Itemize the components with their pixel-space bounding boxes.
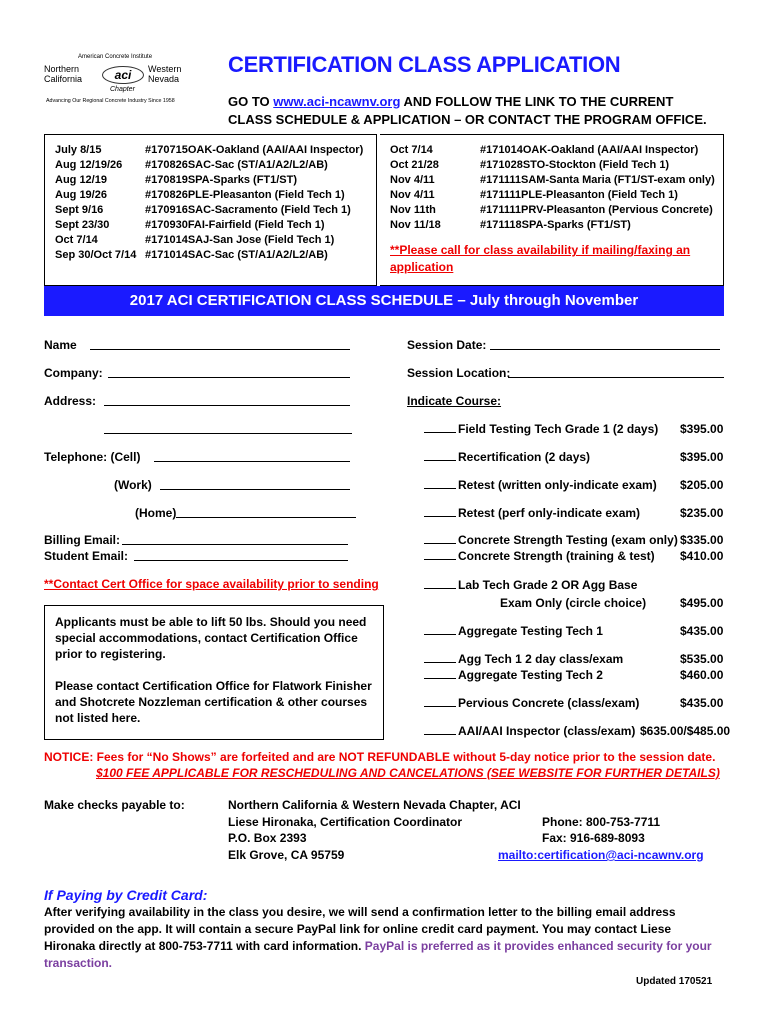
course-label: Retest (written only-indicate exam) (458, 478, 657, 492)
course-price: $410.00 (680, 549, 724, 563)
course-checkbox-line[interactable] (424, 423, 456, 433)
credit-card-body: After verifying availability in the class you desire, we will send a confirmation letter to the billing email address provided on the app. It will contain a secure PayPal link for online credit card payment. You may contact Liese Hironaka directly at 800-753-7711 with card information. PayPal is preferred as it provides enhanced security for your transaction. (44, 905, 712, 970)
billing-email-label: Billing Email: (44, 533, 121, 547)
course-price: $460.00 (680, 668, 724, 682)
schedule-date: July 8/15 (55, 144, 102, 156)
course-label: Pervious Concrete (class/exam) (458, 696, 640, 710)
phone-number: Phone: 800-753-7711 (542, 815, 661, 829)
payee-line-1: Northern California & Western Nevada Chapter, ACI (228, 798, 521, 812)
course-label: Retest (perf only-indicate exam) (458, 506, 641, 520)
schedule-class: #171014OAK-Oakland (AAI/AAI Inspector) (480, 144, 699, 156)
schedule-class: #171028STO-Stockton (Field Tech 1) (480, 159, 670, 171)
schedule-class: #170916SAC-Sacramento (Field Tech 1) (145, 204, 351, 216)
student-email-field[interactable] (134, 560, 348, 561)
schedule-date: Aug 19/26 (55, 189, 107, 201)
course-checkbox-line[interactable] (424, 507, 456, 517)
course-price: $435.00 (680, 696, 724, 710)
schedule-date: Nov 11/18 (390, 219, 441, 231)
course-label: Recertification (2 days) (458, 450, 591, 464)
requirements-box (44, 605, 384, 740)
schedule-class: #171118SPA-Sparks (FT1/ST) (480, 219, 631, 231)
schedule-date: Oct 7/14 (390, 144, 433, 156)
cell-phone-field[interactable] (154, 461, 350, 462)
work-phone-label: (Work) (114, 478, 152, 492)
logo-right-text: Western Nevada (148, 64, 182, 84)
payee-line-2: Liese Hironaka, Certification Coordinator (228, 815, 463, 829)
course-option[interactable] (424, 450, 590, 464)
requirements-text-2: Please contact Certification Office for Flatwork Finisher and Shotcrete Nozzleman certification & other courses not listed here. (55, 679, 372, 725)
course-option[interactable] (424, 506, 640, 520)
call-note: **Please call for class availability if mailing/faxing an application (390, 243, 691, 274)
course-price: $535.00 (680, 652, 724, 666)
course-price: $205.00 (680, 478, 724, 492)
telephone-cell-label: Telephone: (Cell) (44, 450, 141, 464)
schedule-date: Nov 4/11 (390, 174, 435, 186)
page-title: CERTIFICATION CLASS APPLICATION (228, 52, 621, 77)
logo-chapter-text: Chapter (110, 86, 135, 93)
schedule-date: Aug 12/19/26 (55, 159, 123, 171)
schedule-class: #171111PLE-Pleasanton (Field Tech 1) (480, 189, 678, 201)
home-phone-field[interactable] (176, 517, 356, 518)
course-option[interactable] (424, 533, 678, 547)
course-label: Aggregate Testing Tech 1 (458, 624, 603, 638)
course-label: AAI/AAI Inspector (class/exam) (458, 724, 636, 738)
payee-line-3: P.O. Box 2393 (228, 831, 307, 845)
website-link[interactable]: www.aci-ncawnv.org (273, 94, 401, 109)
schedule-date: Nov 11th (390, 204, 436, 216)
course-option[interactable] (424, 668, 603, 682)
course-checkbox-line[interactable] (424, 653, 456, 663)
payee-line-4: Elk Grove, CA 95759 (228, 848, 345, 862)
logo-tagline: Advancing Our Regional Concrete Industry Since 1958 (46, 98, 175, 104)
course-price: $395.00 (680, 422, 724, 436)
indicate-course-label: Indicate Course: (407, 394, 502, 408)
chapter-logo (42, 52, 204, 110)
logo-left-text: Northern California (44, 64, 83, 84)
schedule-date: Nov 4/11 (390, 189, 435, 201)
course-price: $395.00 (680, 450, 724, 464)
course-checkbox-line[interactable] (424, 534, 456, 544)
schedule-date: Sept 9/16 (55, 204, 104, 216)
course-price: $495.00 (680, 596, 724, 610)
schedule-date: Sep 30/Oct 7/14 (55, 249, 137, 261)
schedule-class: #171014SAJ-San Jose (Field Tech 1) (145, 234, 335, 246)
course-label: Agg Tech 1 2 day class/exam (458, 652, 624, 666)
schedule-class: #171111SAM-Santa Maria (FT1/ST-exam only) (480, 174, 715, 186)
course-label-line2: Exam Only (circle choice) (500, 596, 647, 610)
course-price: $435.00 (680, 624, 724, 638)
no-show-notice: NOTICE: Fees for “No Shows” are forfeited and are NOT REFUNDABLE without 5-day notice prior to the session date. (44, 750, 716, 764)
course-checkbox-line[interactable] (424, 697, 456, 707)
billing-email-field[interactable] (122, 544, 348, 545)
aci-logo-mark: aci (102, 66, 144, 84)
paypal-note: PayPal is preferred as it provides enhanced security for your transaction. (44, 939, 712, 970)
course-price: $635.00/$485.00 (640, 724, 731, 738)
course-label: Concrete Strength (training & test) (458, 549, 655, 563)
company-field[interactable] (108, 377, 350, 378)
cert-office-note: **Contact Cert Office for space availability prior to sending (44, 577, 379, 591)
course-checkbox-line[interactable] (424, 625, 456, 635)
updated-stamp: Updated 170521 (636, 976, 713, 987)
course-price: $335.00 (680, 533, 724, 547)
course-checkbox-line[interactable] (424, 479, 456, 489)
course-price: $235.00 (680, 506, 724, 520)
work-phone-field[interactable] (160, 489, 350, 490)
name-field[interactable] (90, 349, 350, 350)
address-field[interactable] (104, 405, 350, 406)
fax-number: Fax: 916-689-8093 (542, 831, 645, 845)
schedule-class: #170819SPA-Sparks (FT1/ST) (145, 174, 298, 186)
payable-label: Make checks payable to: (44, 798, 185, 812)
address-field-2[interactable] (104, 433, 352, 434)
course-checkbox-line[interactable] (424, 451, 456, 461)
course-option[interactable] (424, 422, 658, 436)
logo-top-text: American Concrete Institute (78, 54, 153, 60)
course-option[interactable] (424, 724, 635, 738)
home-phone-label: (Home) (135, 506, 177, 520)
course-checkbox-line[interactable] (424, 550, 456, 560)
course-option[interactable] (424, 696, 639, 710)
schedule-class: #171014SAC-Sac (ST/A1/A2/L2/AB) (145, 249, 328, 261)
session-location-field[interactable] (508, 377, 724, 378)
course-option[interactable] (424, 478, 657, 492)
goto-instructions: GO TO www.aci-ncawnv.org AND FOLLOW THE LINK TO THE CURRENT CLASS SCHEDULE & APPLICATION – OR CONTACT THE PROGRAM OFFICE. (228, 94, 707, 127)
course-label: Lab Tech Grade 2 OR Agg Base (458, 578, 638, 592)
address-label: Address: (44, 394, 97, 408)
session-location-label: Session Location: (407, 366, 511, 380)
course-label: Aggregate Testing Tech 2 (458, 668, 603, 682)
course-option[interactable] (424, 652, 623, 666)
course-label: Concrete Strength Testing (exam only) (458, 533, 678, 547)
student-email-label: Student Email: (44, 549, 129, 563)
schedule-class: #171111PRV-Pleasanton (Pervious Concrete) (480, 204, 713, 216)
schedule-class: #170826PLE-Pleasanton (Field Tech 1) (145, 189, 345, 201)
email-link[interactable]: mailto:certification@aci-ncawnv.org (498, 848, 704, 862)
course-checkbox-line[interactable] (424, 579, 456, 589)
schedule-class: #170715OAK-Oakland (AAI/AAI Inspector) (145, 144, 364, 156)
course-checkbox-line[interactable] (424, 669, 456, 679)
schedule-date: Oct 21/28 (390, 159, 439, 171)
reschedule-fee-notice: $100 FEE APPLICABLE FOR RESCHEDULING AND CANCELATIONS (SEE WEBSITE FOR FURTHER DETAILS) (96, 766, 720, 780)
schedule-class: #170930FAI-Fairfield (Field Tech 1) (145, 219, 325, 231)
schedule-banner: 2017 ACI CERTIFICATION CLASS SCHEDULE – July through November (44, 286, 724, 316)
name-label: Name (44, 338, 77, 352)
course-option[interactable] (424, 549, 655, 563)
course-checkbox-line[interactable] (424, 725, 456, 735)
schedule-class: #170826SAC-Sac (ST/A1/A2/L2/AB) (145, 159, 328, 171)
schedule-date: Aug 12/19 (55, 174, 107, 186)
session-date-field[interactable] (490, 349, 720, 350)
session-date-label: Session Date: (407, 338, 487, 352)
schedule-date: Sept 23/30 (55, 219, 110, 231)
schedule-date: Oct 7/14 (55, 234, 98, 246)
credit-card-title: If Paying by Credit Card: (44, 887, 208, 903)
course-option[interactable] (424, 578, 637, 592)
company-label: Company: (44, 366, 103, 380)
requirements-text-1: Applicants must be able to lift 50 lbs. Should you need special accommodations, contact Certification Office prior to registering. (55, 615, 367, 661)
course-label: Field Testing Tech Grade 1 (2 days) (458, 422, 659, 436)
course-option[interactable] (424, 624, 603, 638)
